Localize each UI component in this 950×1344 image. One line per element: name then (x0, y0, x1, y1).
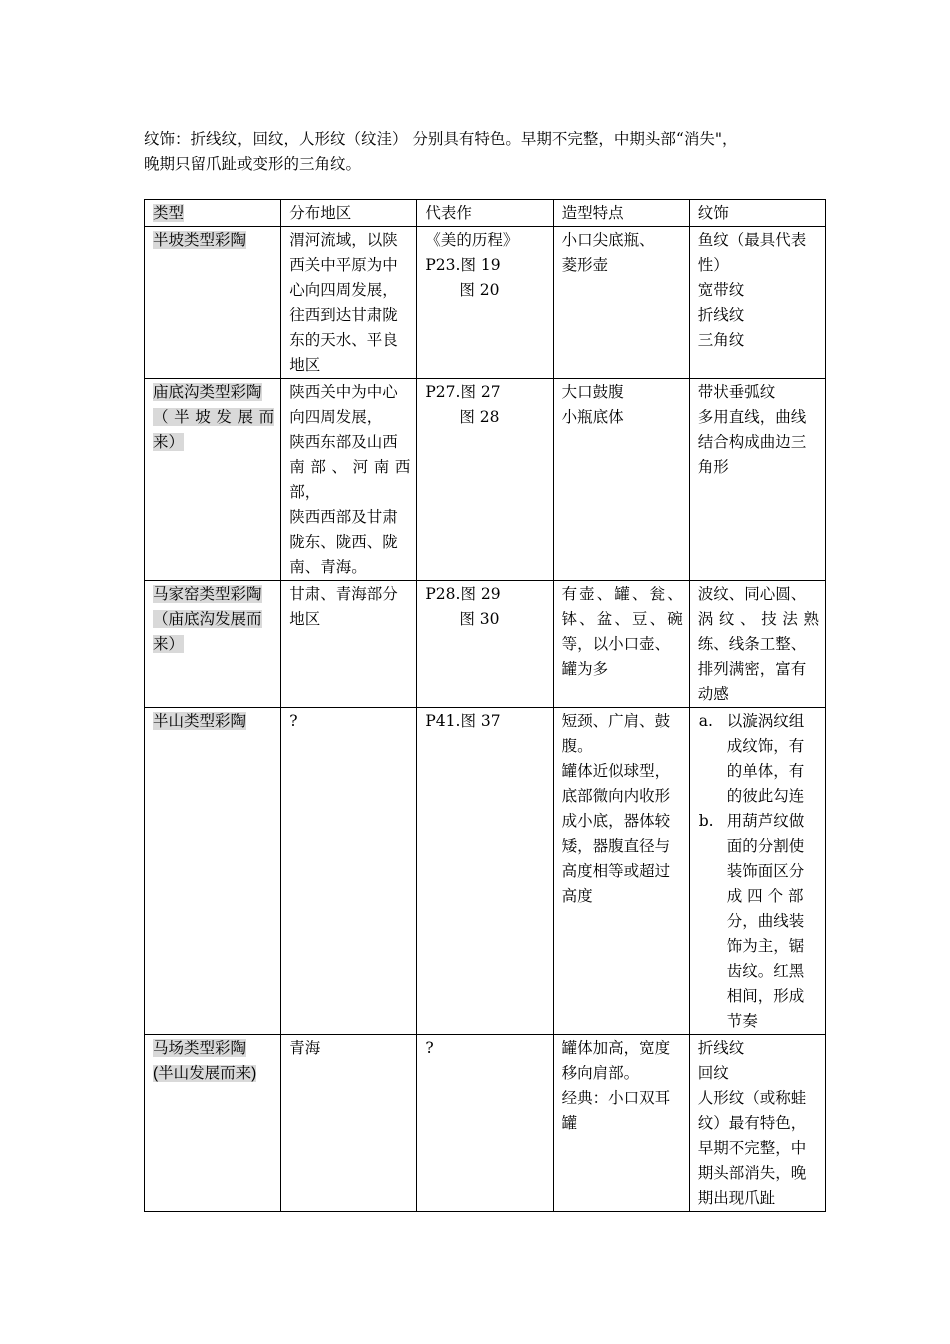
intro-line-2: 晚期只留爪趾或变形的三角纹。 (144, 155, 362, 173)
header-shape: 造型特点 (553, 200, 689, 227)
painted-pottery-table (144, 199, 826, 1212)
intro-paragraph (144, 127, 834, 177)
type-cell: 马家窑类型彩陶 （庙底沟发展而 来） (145, 581, 281, 708)
pattern-cell: 波纹、同心圆、 涡纹、技法熟 练、线条工整、 排列满密，富有 动感 (689, 581, 825, 708)
shape-cell: 有壶、罐、瓮、 钵、盆、豆、碗 等，以小口壶、 罐为多 (553, 581, 689, 708)
table-row (145, 227, 826, 379)
works-cell: P27.图 27 图 28 (417, 379, 553, 581)
header-row (145, 200, 826, 227)
table-row (145, 1035, 826, 1212)
header-region: 分布地区 (281, 200, 417, 227)
works-cell: 《美的历程》 P23.图 19 图 20 (417, 227, 553, 379)
type-cell (145, 227, 281, 379)
shape-cell: 短颈、广肩、鼓 腹。 罐体近似球型， 底部微向内收形 成小底，器体较 矮，器腹直径与 高度相等或超过 高度 (553, 708, 689, 1035)
table-row (145, 708, 826, 1035)
region-cell: 甘肃、青海部分 地区 (281, 581, 417, 708)
table-row (145, 581, 826, 708)
pattern-cell: 带状垂弧纹 多用直线，曲线 结合构成曲边三 角形 (689, 379, 825, 581)
region-cell: ? (281, 708, 417, 1035)
type-cell: 半山类型彩陶 (145, 708, 281, 1035)
header-type: 类型 (145, 200, 281, 227)
list-item: b. 用葫芦纹做 面的分割使 装饰面区分 成 四 个 部 分，曲线装 饰为主，锯 齿纹。红黑 相间，形成 节奏 (698, 812, 805, 1030)
table-row (145, 379, 826, 581)
type-cell: 庙底沟类型彩陶 （半坡发展而 来） (145, 379, 281, 581)
pattern-cell: 折线纹 回纹 人形纹（或称蛙 纹）最有特色， 早期不完整，中 期头部消失，晚 期出现爪趾 (689, 1035, 825, 1212)
list-item: a. 以漩涡纹组 成纹饰，有 的单体，有 的彼此勾连 (698, 712, 805, 805)
type-label: 半坡类型彩陶 (153, 231, 247, 249)
region-cell: 青海 (281, 1035, 417, 1212)
shape-cell: 罐体加高，宽度 移向肩部。 经典：小口双耳 罐 (553, 1035, 689, 1212)
header-pattern: 纹饰 (689, 200, 825, 227)
pattern-cell: 鱼纹（最具代表 性） 宽带纹 折线纹 三角纹 (689, 227, 825, 379)
shape-cell: 小口尖底瓶、 菱形壶 (553, 227, 689, 379)
works-cell: P28.图 29 图 30 (417, 581, 553, 708)
region-cell: 渭河流域，以陕 西关中平原为中 心向四周发展， 往西到达甘肃陇 东的天水、平良 地区 (281, 227, 417, 379)
pattern-cell (689, 708, 825, 1035)
type-cell: 马场类型彩陶 (半山发展而来) (145, 1035, 281, 1212)
intro-line-1: 纹饰：折线纹，回纹，人形纹（纹洼） 分别具有特色。早期不完整，中期头部“消失"， (144, 130, 738, 148)
header-works: 代表作 (417, 200, 553, 227)
region-cell: 陕西关中为中心 向四周发展， 陕西东部及山西 南部、河南西 部， 陕西西部及甘肃 陇东、陇西、陇 南、青海。 (281, 379, 417, 581)
works-cell: ? (417, 1035, 553, 1212)
works-cell: P41.图 37 (417, 708, 553, 1035)
shape-cell: 大口鼓腹 小瓶底体 (553, 379, 689, 581)
